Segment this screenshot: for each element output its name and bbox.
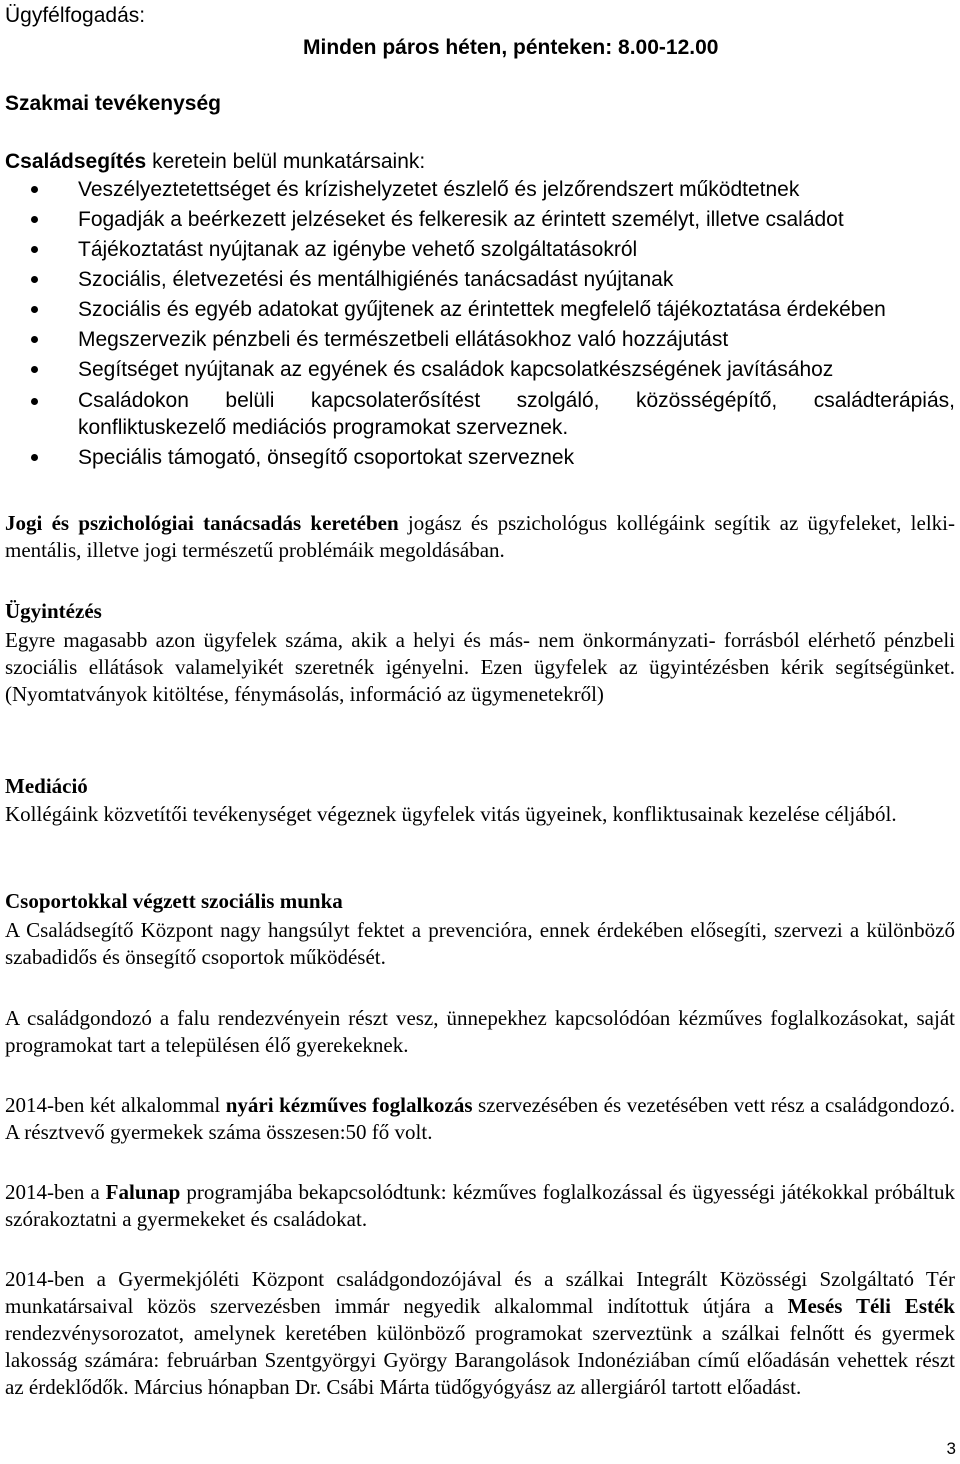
admin-text: Egyre magasabb azon ügyfelek száma, akik a helyi és más- nem önkormányzati- forrásból elérhető pénzbeli szociális ellátások valamelyikét szeretnék igényelni. Ezen ügyfelek az ügyintézésben kérik segítségünket. (Nyomtatványok kitöltése, fénymásolás, információ az ügymenetekről): [5, 628, 955, 706]
family-support-intro-rest: keretein belül munkatársaink:: [146, 150, 426, 173]
bullet-icon: [31, 306, 38, 313]
list-item: Fogadják a beérkezett jelzéseket és felkeresik az érintett személyt, illetve családot: [5, 205, 955, 235]
groups-p4: 2014-ben a Falunap programjába bekapcsolódtunk: kézműves foglalkozással és ügyességi játékokkal próbáltuk szórakoztatni a gyermekeket és családokat.: [5, 1180, 955, 1231]
section-title: Szakmai tevékenység: [5, 92, 221, 115]
bullet-icon: [31, 336, 38, 343]
family-support-intro: [5, 148, 425, 175]
legal-rest: jogász és pszichológus kollégáink segítik az ügyfeleket, lelki-mentális, illetve jogi természetű problémáik megoldásában.: [5, 511, 955, 562]
bullet-icon: [31, 398, 38, 405]
groups-p1: A Családsegítő Központ nagy hangsúlyt fektet a prevencióra, ennek érdekében elősegíti, szervezi a különböző szabadidős és önsegítő csoportok működését.: [5, 918, 955, 969]
list-item: Segítséget nyújtanak az egyének és családok kapcsolatkészségének javításához: [5, 355, 955, 385]
list-item: Tájékoztatást nyújtanak az igénybe vehető szolgáltatásokról: [5, 235, 955, 265]
legal-paragraph: [5, 510, 955, 564]
legal-bold: Jogi és pszichológiai tanácsadás keretében: [5, 511, 399, 535]
groups-title: Csoportokkal végzett szociális munka: [5, 889, 343, 913]
groups-p3: 2014-ben két alkalommal nyári kézműves foglalkozás szervezésében és vezetésében vett rész a családgondozó. A résztvevő gyermekek száma összesen:50 fő volt.: [5, 1093, 955, 1144]
bullet-icon: [31, 276, 38, 283]
bullet-icon: [31, 216, 38, 223]
family-support-intro-bold: Családsegítés: [5, 150, 147, 173]
village-day-bold: Falunap: [105, 1180, 181, 1204]
list-item: Megszervezik pénzbeli és természetbeli ellátásokhoz való hozzájutást: [5, 325, 955, 355]
groups-p2: A családgondozó a falu rendezvényein részt vesz, ünnepekhez kapcsolódóan kézműves foglalkozásokat, saját programokat tart a településen élő gyerekeknek.: [5, 1006, 955, 1057]
admin-title: Ügyintézés: [5, 599, 102, 623]
bullet-icon: [31, 246, 38, 253]
list-item: Családokon belüli kapcsolaterősítést szolgáló, közösségépítő, családterápiás, konfliktuskezelő mediációs programokat szerveznek.: [5, 387, 955, 441]
summer-craft-bold: nyári kézműves foglalkozás: [225, 1093, 473, 1117]
family-support-list: [5, 175, 955, 473]
groups-p5: 2014-ben a Gyermekjóléti Központ családgondozójával és a szálkai Integrált Közösségi Szolgáltató Tér munkatársaival közös szervezésben immár negyedik alkalommal indítottuk útjára a Mesés Téli Esték rendezvénysorozatot, amelynek keretében különböző programokat szerveztünk a szálkai felnőtt és gyermek lakosság számára: februárban Szentgyörgyi György Barangolások Indonéziában című előadásán vehettek részt az érdeklődők. Március hónapban Dr. Csábi Márta tüdőgyógyász az allergiáról tartott előadást.: [5, 1267, 955, 1399]
bullet-icon: [31, 454, 38, 461]
list-item: Szociális és egyéb adatokat gyűjtenek az érintettek megfelelő tájékoztatása érdekében: [5, 295, 955, 325]
bullet-icon: [31, 186, 38, 193]
mediation-title: Mediáció: [5, 774, 88, 798]
list-item: Szociális, életvezetési és mentálhigiénés tanácsadást nyújtanak: [5, 265, 955, 295]
list-item: Veszélyeztetettséget és krízishelyzetet észlelő és jelzőrendszert működtetnek: [5, 175, 955, 205]
reception-hours: Minden páros héten, pénteken: 8.00-12.00: [303, 36, 719, 59]
list-item: Speciális támogató, önsegítő csoportokat szerveznek: [5, 443, 955, 473]
reception-label: Ügyfélfogadás:: [5, 4, 146, 27]
bullet-icon: [31, 366, 38, 373]
page-number: 3: [946, 1439, 956, 1458]
winter-evenings-bold: Mesés Téli Esték: [787, 1294, 955, 1318]
mediation-text: Kollégáink közvetítői tevékenységet végeznek ügyfelek vitás ügyeinek, konfliktusainak kezelése céljából.: [5, 802, 897, 826]
